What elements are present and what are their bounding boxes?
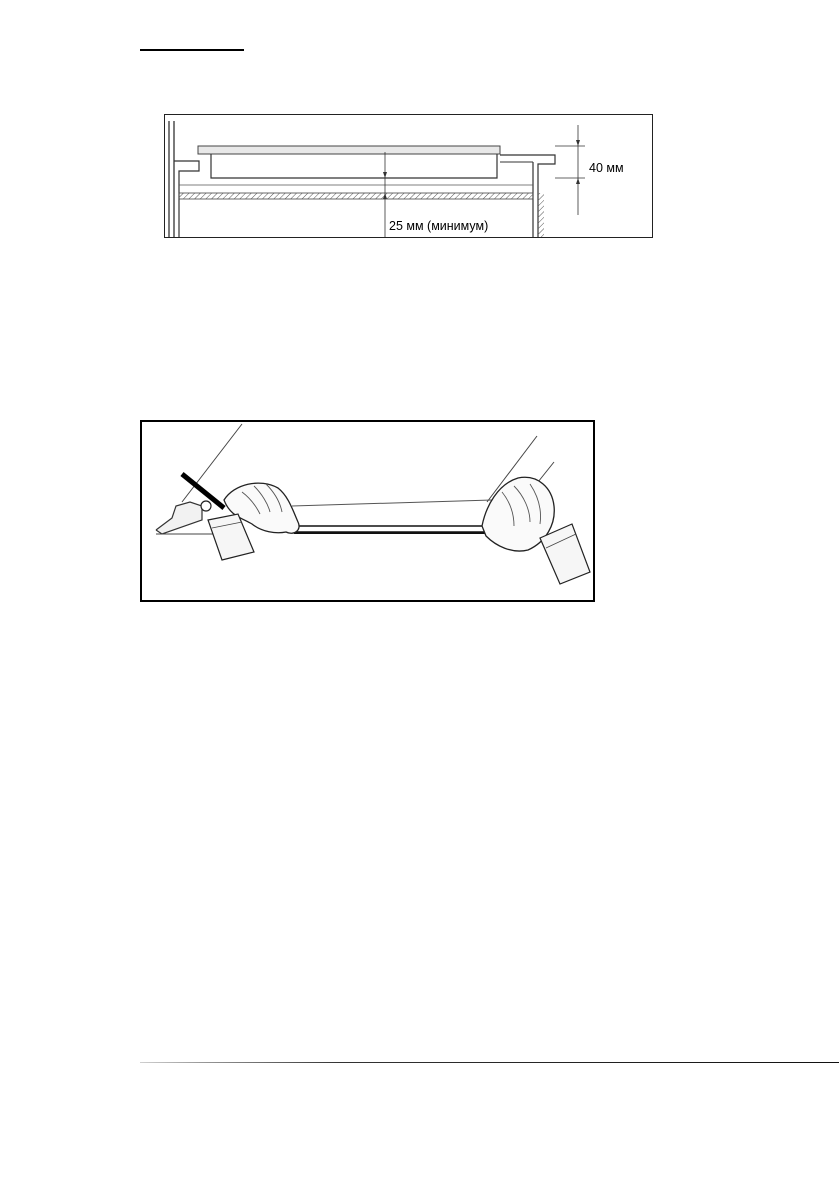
hands-seal-drawing	[142, 422, 593, 600]
header-rule	[140, 49, 244, 51]
cross-section-diagram	[164, 114, 653, 238]
footer-rule	[140, 1062, 839, 1063]
dimension-label-bottom: 25 мм (минимум)	[389, 219, 489, 233]
dimension-label-top: 40 мм	[589, 161, 624, 175]
seal-application-illustration	[140, 420, 595, 602]
